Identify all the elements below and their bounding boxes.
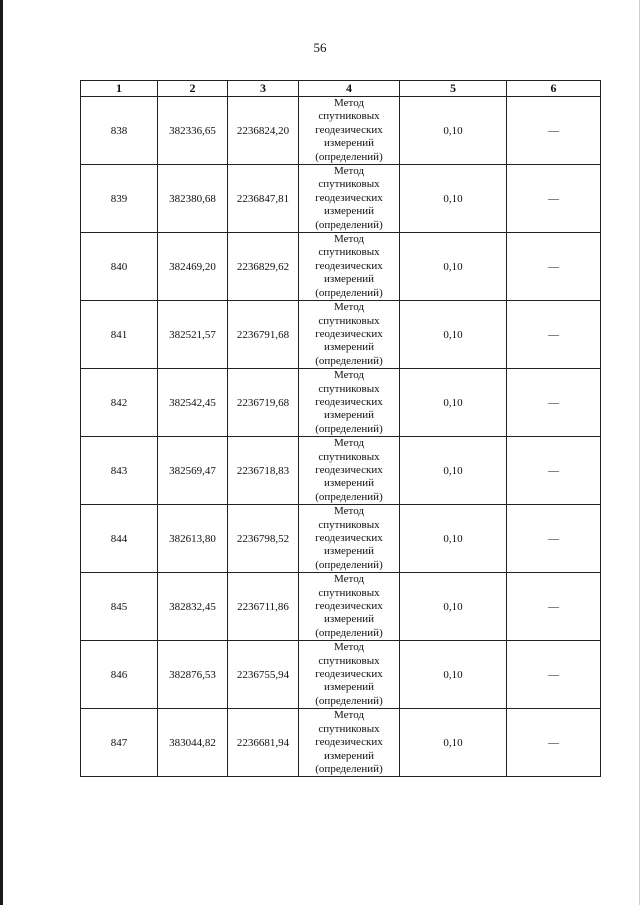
method-line: Метод	[334, 369, 364, 382]
method-cell	[299, 573, 400, 641]
method-cell	[299, 709, 400, 777]
method-line: Метод	[334, 437, 364, 450]
method-line: Метод	[334, 233, 364, 246]
header-col-6: 6	[507, 81, 601, 97]
method-line: спутниковых	[318, 450, 380, 463]
method-cell	[299, 233, 400, 301]
precision-cell: 0,10	[400, 165, 507, 233]
precision-cell: 0,10	[400, 233, 507, 301]
method-line: геодезических	[315, 395, 383, 408]
table-row	[81, 573, 601, 641]
y-coordinate-cell: 2236798,52	[228, 505, 299, 573]
method-line: спутниковых	[318, 654, 380, 667]
method-line: геодезических	[315, 736, 383, 749]
table-row	[81, 301, 601, 369]
method-line: геодезических	[315, 463, 383, 476]
note-cell: —	[507, 709, 601, 777]
method-cell	[299, 165, 400, 233]
method-line: измерений	[324, 613, 374, 626]
precision-cell: 0,10	[400, 709, 507, 777]
method-line: измерений	[324, 137, 374, 150]
method-line: спутниковых	[318, 314, 380, 327]
method-line: (определений)	[315, 150, 383, 163]
note-cell: —	[507, 97, 601, 165]
y-coordinate-cell: 2236719,68	[228, 369, 299, 437]
method-line: Метод	[334, 165, 364, 178]
method-line: спутниковых	[318, 382, 380, 395]
point-number-cell: 841	[81, 301, 158, 369]
method-line: спутниковых	[318, 586, 380, 599]
note-cell: —	[507, 369, 601, 437]
x-coordinate-cell: 382569,47	[158, 437, 228, 505]
x-coordinate-cell: 382336,65	[158, 97, 228, 165]
method-cell	[299, 641, 400, 709]
point-number-cell: 839	[81, 165, 158, 233]
table-row	[81, 369, 601, 437]
table-row	[81, 165, 601, 233]
point-number-cell: 847	[81, 709, 158, 777]
y-coordinate-cell: 2236755,94	[228, 641, 299, 709]
note-cell: —	[507, 233, 601, 301]
method-line: (определений)	[315, 558, 383, 571]
table-header-row	[81, 81, 601, 97]
precision-cell: 0,10	[400, 437, 507, 505]
note-cell: —	[507, 573, 601, 641]
point-number-cell: 840	[81, 233, 158, 301]
y-coordinate-cell: 2236829,62	[228, 233, 299, 301]
method-line: спутниковых	[318, 518, 380, 531]
x-coordinate-cell: 382832,45	[158, 573, 228, 641]
x-coordinate-cell: 382469,20	[158, 233, 228, 301]
method-line: (определений)	[315, 218, 383, 231]
method-line: Метод	[334, 97, 364, 109]
method-line: спутниковых	[318, 110, 380, 123]
header-col-3: 3	[228, 81, 299, 97]
x-coordinate-cell: 382613,80	[158, 505, 228, 573]
method-line: (определений)	[315, 286, 383, 299]
method-line: спутниковых	[318, 722, 380, 735]
scan-edge-left	[0, 0, 3, 905]
x-coordinate-cell: 382380,68	[158, 165, 228, 233]
precision-cell: 0,10	[400, 301, 507, 369]
method-line: измерений	[324, 545, 374, 558]
method-cell	[299, 301, 400, 369]
method-line: измерений	[324, 205, 374, 218]
method-line: измерений	[324, 409, 374, 422]
note-cell: —	[507, 641, 601, 709]
method-line: геодезических	[315, 532, 383, 544]
method-line: измерений	[324, 273, 374, 286]
table-row	[81, 709, 601, 777]
method-line: Метод	[334, 709, 364, 722]
note-cell: —	[507, 505, 601, 573]
method-line: (определений)	[315, 490, 383, 503]
header-col-1: 1	[81, 81, 158, 97]
y-coordinate-cell: 2236718,83	[228, 437, 299, 505]
table-row	[81, 505, 601, 573]
coordinates-table	[80, 80, 601, 777]
method-line: измерений	[324, 749, 374, 762]
method-line: измерений	[324, 477, 374, 490]
point-number-cell: 844	[81, 505, 158, 573]
precision-cell: 0,10	[400, 573, 507, 641]
y-coordinate-cell: 2236681,94	[228, 709, 299, 777]
method-line: измерений	[324, 681, 374, 694]
x-coordinate-cell: 382542,45	[158, 369, 228, 437]
method-line: геодезических	[315, 123, 383, 136]
y-coordinate-cell: 2236824,20	[228, 97, 299, 165]
precision-cell: 0,10	[400, 505, 507, 573]
table-row	[81, 437, 601, 505]
header-col-5: 5	[400, 81, 507, 97]
method-line: Метод	[334, 301, 364, 314]
x-coordinate-cell: 383044,82	[158, 709, 228, 777]
method-line: (определений)	[315, 694, 383, 707]
method-line: (определений)	[315, 354, 383, 367]
method-line: геодезических	[315, 600, 383, 613]
y-coordinate-cell: 2236711,86	[228, 573, 299, 641]
point-number-cell: 842	[81, 369, 158, 437]
note-cell: —	[507, 437, 601, 505]
table-row	[81, 233, 601, 301]
point-number-cell: 838	[81, 97, 158, 165]
method-line: геодезических	[315, 191, 383, 204]
table-row	[81, 97, 601, 165]
method-line: геодезических	[315, 327, 383, 340]
header-col-4: 4	[299, 81, 400, 97]
y-coordinate-cell: 2236791,68	[228, 301, 299, 369]
y-coordinate-cell: 2236847,81	[228, 165, 299, 233]
point-number-cell: 843	[81, 437, 158, 505]
header-col-2: 2	[158, 81, 228, 97]
precision-cell: 0,10	[400, 369, 507, 437]
method-line: Метод	[334, 505, 364, 518]
method-line: измерений	[324, 341, 374, 354]
method-line: Метод	[334, 641, 364, 654]
method-line: (определений)	[315, 762, 383, 775]
precision-cell: 0,10	[400, 97, 507, 165]
table-row	[81, 641, 601, 709]
method-cell	[299, 437, 400, 505]
method-line: геодезических	[315, 668, 383, 681]
method-cell	[299, 369, 400, 437]
page-number: 56	[313, 40, 327, 55]
x-coordinate-cell: 382876,53	[158, 641, 228, 709]
method-cell	[299, 505, 400, 573]
method-line: спутниковых	[318, 178, 380, 191]
method-line: Метод	[334, 573, 364, 586]
x-coordinate-cell: 382521,57	[158, 301, 228, 369]
method-line: (определений)	[315, 626, 383, 639]
note-cell: —	[507, 301, 601, 369]
point-number-cell: 845	[81, 573, 158, 641]
point-number-cell: 846	[81, 641, 158, 709]
method-line: геодезических	[315, 259, 383, 272]
note-cell: —	[507, 165, 601, 233]
method-cell	[299, 97, 400, 165]
method-line: (определений)	[315, 422, 383, 435]
method-line: спутниковых	[318, 246, 380, 259]
precision-cell: 0,10	[400, 641, 507, 709]
